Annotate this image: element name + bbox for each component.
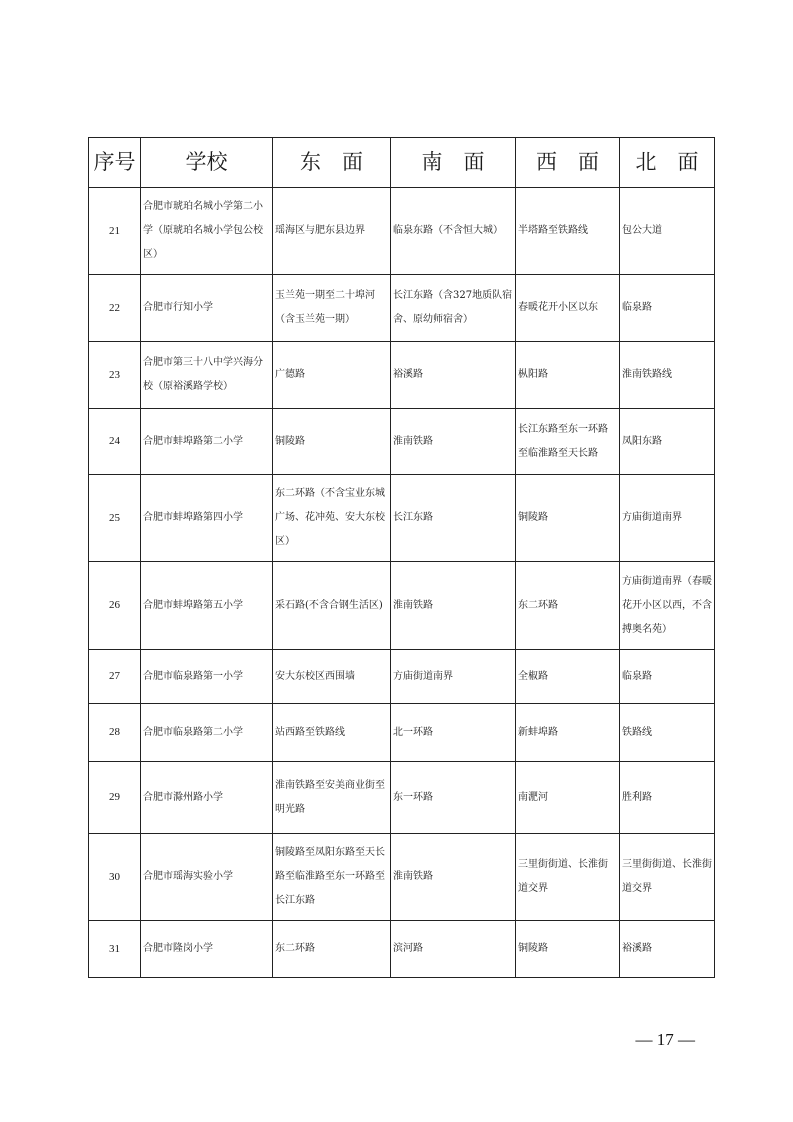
school-name: 合肥市行知小学 — [141, 275, 273, 342]
east-boundary: 铜陵路 — [273, 409, 391, 475]
south-boundary: 长江东路（含327地质队宿舍、原幼师宿舍） — [391, 275, 516, 342]
east-boundary: 玉兰苑一期至二十埠河（含玉兰苑一期） — [273, 275, 391, 342]
row-number: 22 — [89, 275, 141, 342]
table-row — [89, 342, 715, 409]
table-row — [89, 650, 715, 704]
header-school: 学校 — [141, 138, 273, 188]
east-boundary: 广德路 — [273, 342, 391, 409]
west-boundary: 长江东路至东一环路至临淮路至天长路 — [516, 409, 620, 475]
north-boundary: 包公大道 — [620, 188, 715, 275]
north-boundary: 凤阳东路 — [620, 409, 715, 475]
page-number: — 17 — — [635, 1030, 695, 1049]
east-boundary: 安大东校区西围墙 — [273, 650, 391, 704]
row-number: 29 — [89, 762, 141, 834]
south-boundary: 淮南铁路 — [391, 834, 516, 921]
row-number: 23 — [89, 342, 141, 409]
table-header-row — [89, 138, 715, 188]
school-name: 合肥市临泉路第一小学 — [141, 650, 273, 704]
north-boundary: 裕溪路 — [620, 921, 715, 978]
east-boundary: 采石路(不含合钢生活区) — [273, 562, 391, 650]
west-boundary: 铜陵路 — [516, 475, 620, 562]
row-number: 25 — [89, 475, 141, 562]
south-boundary: 淮南铁路 — [391, 409, 516, 475]
east-boundary: 站西路至铁路线 — [273, 704, 391, 762]
row-number: 21 — [89, 188, 141, 275]
table-row — [89, 562, 715, 650]
north-boundary: 铁路线 — [620, 704, 715, 762]
north-boundary: 临泉路 — [620, 650, 715, 704]
west-boundary: 铜陵路 — [516, 921, 620, 978]
table-row — [89, 275, 715, 342]
south-boundary: 淮南铁路 — [391, 562, 516, 650]
table-row — [89, 475, 715, 562]
west-boundary: 全椒路 — [516, 650, 620, 704]
south-boundary: 裕溪路 — [391, 342, 516, 409]
west-boundary: 枞阳路 — [516, 342, 620, 409]
south-boundary: 临泉东路（不含恒大城） — [391, 188, 516, 275]
table-row — [89, 834, 715, 921]
header-no: 序号 — [89, 138, 141, 188]
south-boundary: 东一环路 — [391, 762, 516, 834]
row-number: 26 — [89, 562, 141, 650]
south-boundary: 滨河路 — [391, 921, 516, 978]
south-boundary: 方庙街道南界 — [391, 650, 516, 704]
south-boundary: 北一环路 — [391, 704, 516, 762]
school-name: 合肥市琥珀名城小学第二小学（原琥珀名城小学包公校区） — [141, 188, 273, 275]
header-west: 西 面 — [516, 138, 620, 188]
school-name: 合肥市蚌埠路第五小学 — [141, 562, 273, 650]
row-number: 24 — [89, 409, 141, 475]
east-boundary: 瑶海区与肥东县边界 — [273, 188, 391, 275]
east-boundary: 东二环路（不含宝业东城广场、花冲苑、安大东校区） — [273, 475, 391, 562]
west-boundary: 南淝河 — [516, 762, 620, 834]
row-number: 30 — [89, 834, 141, 921]
north-boundary: 方庙街道南界（春暖花开小区以西，不含搏奥名苑） — [620, 562, 715, 650]
row-number: 28 — [89, 704, 141, 762]
west-boundary: 半塔路至铁路线 — [516, 188, 620, 275]
school-name: 合肥市第三十八中学兴海分校（原裕溪路学校） — [141, 342, 273, 409]
north-boundary: 胜利路 — [620, 762, 715, 834]
header-north: 北 面 — [620, 138, 715, 188]
east-boundary: 淮南铁路至安美商业街至明光路 — [273, 762, 391, 834]
east-boundary: 东二环路 — [273, 921, 391, 978]
school-name: 合肥市瑶海实验小学 — [141, 834, 273, 921]
north-boundary: 方庙街道南界 — [620, 475, 715, 562]
row-number: 31 — [89, 921, 141, 978]
school-name: 合肥市蚌埠路第二小学 — [141, 409, 273, 475]
south-boundary: 长江东路 — [391, 475, 516, 562]
school-name: 合肥市隆岗小学 — [141, 921, 273, 978]
school-name: 合肥市临泉路第二小学 — [141, 704, 273, 762]
school-name: 合肥市蚌埠路第四小学 — [141, 475, 273, 562]
west-boundary: 东二环路 — [516, 562, 620, 650]
east-boundary: 铜陵路至凤阳东路至天长路至临淮路至东一环路至长江东路 — [273, 834, 391, 921]
header-east: 东 面 — [273, 138, 391, 188]
west-boundary: 新蚌埠路 — [516, 704, 620, 762]
school-name: 合肥市滁州路小学 — [141, 762, 273, 834]
north-boundary: 临泉路 — [620, 275, 715, 342]
north-boundary: 淮南铁路线 — [620, 342, 715, 409]
table-row — [89, 409, 715, 475]
table-row — [89, 704, 715, 762]
north-boundary: 三里街街道、长淮街道交界 — [620, 834, 715, 921]
table-row — [89, 921, 715, 978]
west-boundary: 春暖花开小区以东 — [516, 275, 620, 342]
school-district-table — [88, 137, 715, 978]
header-south: 南 面 — [391, 138, 516, 188]
row-number: 27 — [89, 650, 141, 704]
west-boundary: 三里街街道、长淮街道交界 — [516, 834, 620, 921]
table-row — [89, 762, 715, 834]
table-row — [89, 188, 715, 275]
